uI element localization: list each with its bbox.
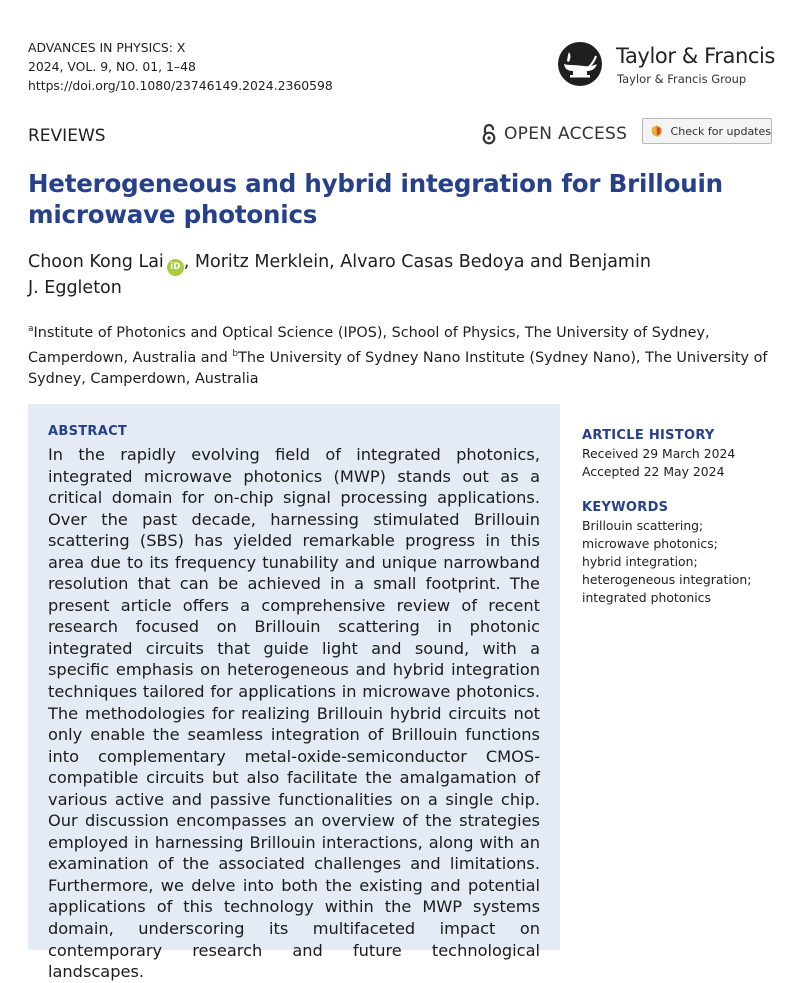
abstract-heading: ABSTRACT xyxy=(48,424,128,439)
author-rest: , Moritz Merklein, Alvaro Casas Bedoya and Benjamin xyxy=(183,252,651,272)
check-for-updates-label: Check for updates xyxy=(670,124,771,138)
check-updates-icon xyxy=(651,123,663,139)
open-access-label: OPEN ACCESS xyxy=(504,124,628,144)
author-rest: J. Eggleton xyxy=(28,278,122,298)
keyword-item: hybrid integration; xyxy=(582,554,698,569)
abstract-panel xyxy=(28,404,560,982)
affiliation-a: Institute of Photonics and Optical Science (IPOS), School of Physics, The University of Sydney, Camperdown, Australia and xyxy=(28,324,710,366)
journal-info xyxy=(28,38,333,95)
affiliation-b: The University of Sydney Nano Institute (Sydney Nano), The University of Sydney, Camperdown, Australia xyxy=(28,349,768,387)
keywords-heading: KEYWORDS xyxy=(582,500,669,515)
keyword-item: Brillouin scattering; xyxy=(582,518,704,533)
keyword-item: heterogeneous integration; xyxy=(582,572,752,587)
oil-lamp-icon xyxy=(556,40,604,88)
author-first[interactable]: Choon Kong Lai xyxy=(28,252,164,272)
article-type: REVIEWS xyxy=(28,126,106,146)
keyword-item: microwave photonics; xyxy=(582,536,718,551)
article-history xyxy=(582,428,782,481)
author-list xyxy=(28,250,748,301)
abstract-text: In the rapidly evolving field of integrated photonics, integrated microwave photonics (MWP) stands out as a critical domain for on-chip signal processing applications. Over the past decade, harnessing stimulated Brillouin scattering (SBS) has yielded remarkable progress in this area due to its frequency tunability and unique narrowband resolution that can be achieved in a small footprint. The present article offers a comprehensive review of recent research focused on Brillouin scattering in photonic integrated circuits that guide light and sound, with a specific emphasis on heterogeneous and hybrid integration techniques tailored for applications in microwave photonics. The methodologies for realizing Brillouin hybrid circuits not only enable the seamless integration of Brillouin functions into complementary metal-oxide-semiconductor CMOS-compatible circuits but also facilitate the amalgamation of various active and passive functionalities on a single chip. Our discussion encompasses an overview of the strategies employed in harnessing Brillouin interactions, along with an examination of the associated challenges and limitations. Furthermore, we delve into both the existing and potential applications of this technology within the MWP systems domain, underscoring its multifaceted impact on contemporary research and future technological landscapes. xyxy=(48,445,540,982)
keyword-item: integrated photonics xyxy=(582,590,711,605)
affiliations xyxy=(28,319,780,390)
article-history-heading: ARTICLE HISTORY xyxy=(582,428,715,443)
title-line: Heterogeneous and hybrid integration for Brillouin xyxy=(28,169,723,198)
journal-volume: 2024, VOL. 9, NO. 01, 1–48 xyxy=(28,59,196,74)
keywords xyxy=(582,500,782,607)
publisher-logo[interactable] xyxy=(556,40,782,88)
check-for-updates-button[interactable] xyxy=(642,118,772,144)
affiliation-marker-b: b xyxy=(232,348,239,359)
accepted-date: Accepted 22 May 2024 xyxy=(582,464,725,479)
title-line: microwave photonics xyxy=(28,200,318,229)
journal-name: ADVANCES IN PHYSICS: X xyxy=(28,40,186,55)
article-title xyxy=(28,168,748,230)
publisher-name: Taylor & Francis xyxy=(616,44,775,68)
open-access-lock-icon xyxy=(482,123,496,145)
publisher-group: Taylor & Francis Group xyxy=(617,72,747,86)
received-date: Received 29 March 2024 xyxy=(582,446,736,461)
orcid-icon[interactable]: iD xyxy=(167,259,184,276)
open-access-badge xyxy=(482,122,627,146)
journal-doi[interactable]: https://doi.org/10.1080/23746149.2024.2360598 xyxy=(28,78,333,93)
affiliation-marker-a: a xyxy=(28,324,34,334)
